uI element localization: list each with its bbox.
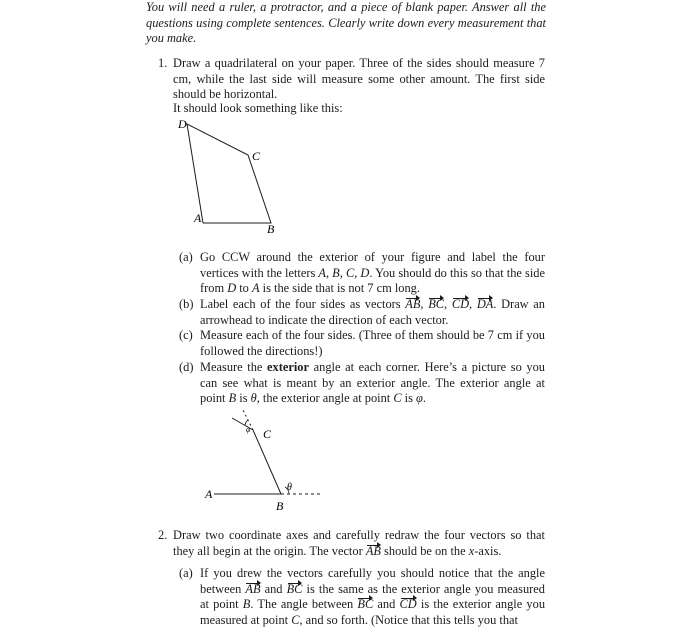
question-1-text: Draw a quadrilateral on your paper. Three of the sides should measure 7 cm, while the last side will measure some other amount. The first side should be horizontal. [173,56,545,102]
question-2-number: 2. [158,528,168,542]
fig1-label-d: D [178,117,187,131]
question-2-text: Draw two coordinate axes and carefully redraw the four vectors so that they all begin at the origin. The vector AB should be on the x-axis. [173,528,545,558]
question-1-look-like: It should look something like this: [173,101,343,115]
vector-cd: CD [451,297,470,311]
vector-da: DA [476,297,494,311]
fig2-label-phi: φ [246,425,251,434]
vector-ab: AB [405,297,421,311]
question-1-number: 1. [158,56,168,70]
fig1-label-a: A [194,211,202,225]
fig2-label-a: A [205,487,213,501]
fig2-label-theta: θ [287,482,292,493]
quadrilateral-figure [170,116,290,234]
q2a-vector-bc: BC [286,581,303,596]
instructions-intro: You will need a ruler, a protractor, and a piece of blank paper. Answer all the questions using complete sentences. Clearly write down every measurement that you make. [146,0,546,46]
q1-part-b-label: (b) [179,297,194,311]
q1-part-a-label: (a) [179,250,193,264]
q2-part-a-label: (a) [179,566,193,580]
fig2-label-c: C [263,427,272,441]
fig2-label-b: B [276,499,284,513]
q1-part-b-text: Label each of the four sides as vectors AB, BC, CD, DA. Draw an arrowhead to indicate the direction of each vector. [200,297,546,327]
q1-part-d-text: Measure the exterior angle at each corner. Here’s a picture so you can see what is meant by an exterior angle. The exterior angle at point B is θ, the exterior angle at point C is φ. [200,360,545,406]
vector-bc: BC [428,297,445,311]
q2a-vector-bc-2: BC [357,597,374,612]
q1-part-d-label: (d) [179,360,194,374]
q1-part-c-text: Measure each of the four sides. (Three of them should be 7 cm if you followed the directions!) [200,328,545,358]
q1-part-c-label: (c) [179,328,193,342]
exterior-angle-figure [196,408,336,518]
q2a-vector-ab: AB [245,581,261,596]
quadrilateral-shape [187,124,271,223]
q2a-vector-cd: CD [399,597,417,612]
q1-part-a-text: Go CCW around the exterior of your figure and label the four vertices with the letters A, B, C, D. You should do this so that the side from D to A is the side that is not 7 cm long. [200,250,545,296]
q2-vector-ab: AB [365,543,381,558]
fig1-label-c: C [252,149,261,163]
fig1-label-b: B [267,222,275,234]
q2-part-a-text: If you drew the vectors carefully you should notice that the angle between AB and BC is the same as the exterior angle you measured at point B. The angle between BC and CD is the exterior angle you measured at point C, and so forth. (Notice that this tells you that [200,566,546,627]
